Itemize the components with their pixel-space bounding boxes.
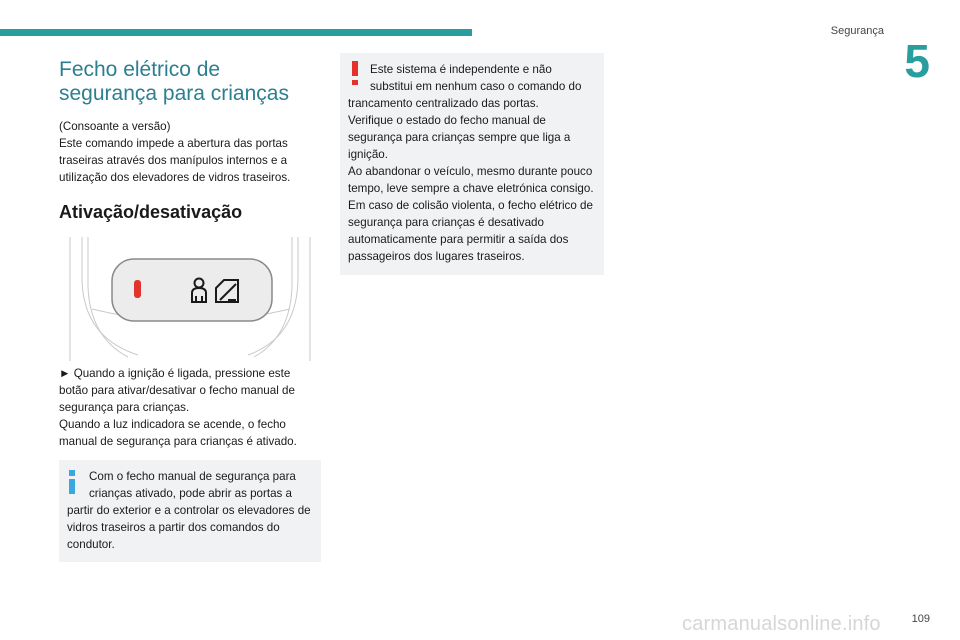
watermark: carmanualsonline.info — [682, 613, 881, 635]
right-column — [340, 53, 604, 275]
info-icon — [69, 470, 75, 494]
page-title: Fecho elétrico de segurança para crianças — [59, 58, 289, 105]
warning-box-text-3: Ao abandonar o veículo, mesmo durante pouco tempo, leve sempre a chave eletrónica consigo. — [348, 165, 594, 195]
warning-box-text-4: Em caso de colisão violenta, o fecho elétrico de segurança para crianças é desativado automaticamente para permitir a saída dos passageiros dos lugares traseiros. — [348, 199, 593, 263]
step-instruction: ► Quando a ignição é ligada, pressione este botão para ativar/desativar o fecho manual de segurança para crianças. — [59, 367, 295, 414]
chapter-number: 5 — [904, 35, 930, 87]
indicator-light — [134, 280, 141, 298]
section-name: Segurança — [830, 25, 884, 37]
child-lock-button-illustration — [68, 237, 312, 361]
result-text: Quando a luz indicadora se acende, o fecho manual de segurança para crianças é ativado. — [59, 418, 297, 448]
section-subtitle: Ativação/desativação — [59, 202, 243, 222]
warning-box-text-2: Verifique o estado do fecho manual de segurança para crianças sempre que liga a ignição. — [348, 114, 571, 161]
intro-text: Este comando impede a abertura das portas traseiras através dos manípulos internos e a utilização dos elevadores de vidros traseiros. — [59, 137, 291, 184]
warning-box-lead: Este sistema é independente e não substitui em nenhum caso o comando do — [370, 63, 582, 93]
info-box — [59, 460, 321, 562]
child-lock-icon — [188, 276, 210, 304]
page-number: 109 — [911, 613, 930, 625]
warning-box-text-1: trancamento centralizado das portas. — [348, 97, 539, 110]
warning-box — [340, 53, 604, 275]
warning-icon — [352, 61, 358, 85]
window-lock-icon — [214, 278, 240, 304]
intro-version: (Consoante a versão) — [59, 120, 171, 133]
left-column — [59, 58, 321, 562]
header-accent-bar — [0, 29, 472, 36]
info-box-lead: Com o fecho manual de segurança para crianças ativado, pode abrir as portas a — [89, 470, 296, 500]
info-box-text: partir do exterior e a controlar os elevadores de vidros traseiros a partir dos comandos do condutor. — [67, 504, 311, 551]
